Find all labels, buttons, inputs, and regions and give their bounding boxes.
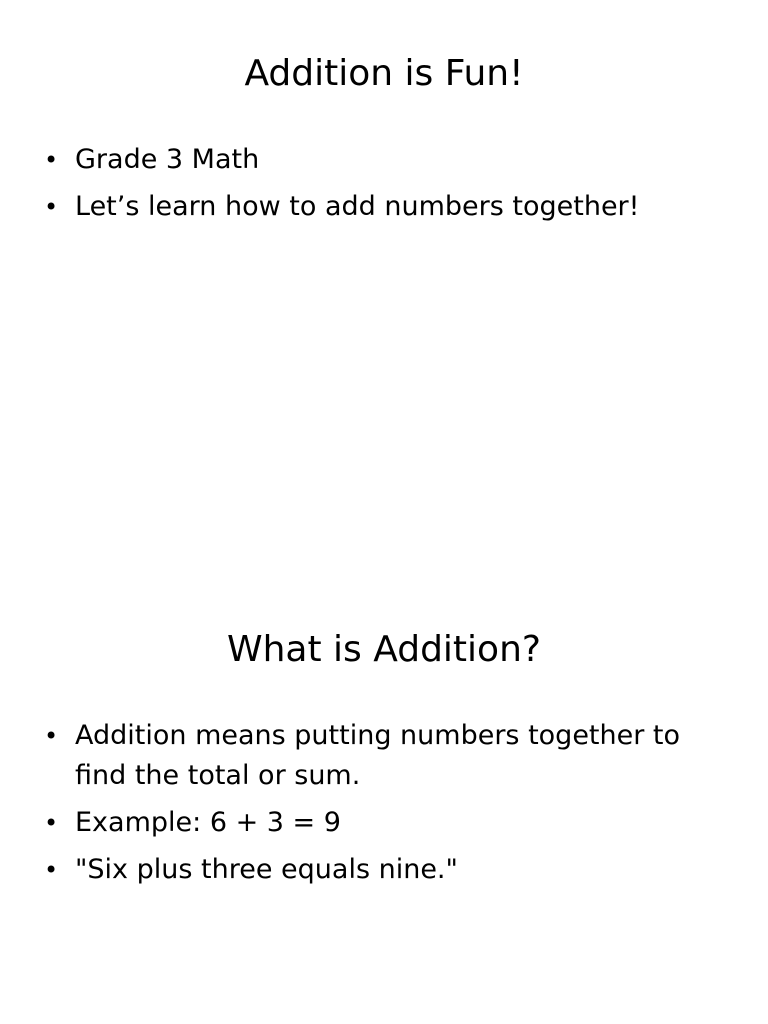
- slide-title: What is Addition?: [227, 629, 541, 670]
- bullet-text: Let’s learn how to add numbers together!: [75, 191, 640, 222]
- bullet-item: [44, 187, 724, 227]
- slide-title: Addition is Fun!: [244, 53, 524, 94]
- bullet-text: Example: 6 + 3 = 9: [75, 807, 341, 838]
- bullet-dot-icon: •: [44, 146, 59, 174]
- slide-2: [0, 576, 768, 1024]
- bullet-dot-icon: •: [44, 809, 59, 837]
- bullet-item: [44, 850, 724, 890]
- bullet-item: [44, 716, 724, 796]
- bullet-item: [44, 140, 724, 180]
- bullet-dot-icon: •: [44, 193, 59, 221]
- bullet-list: [44, 716, 724, 897]
- bullet-list: [44, 140, 724, 234]
- bullet-text: Grade 3 Math: [75, 144, 260, 175]
- bullet-dot-icon: •: [44, 722, 59, 750]
- bullet-text: "Six plus three equals nine.": [75, 854, 458, 885]
- bullet-dot-icon: •: [44, 856, 59, 884]
- bullet-text: Addition means putting numbers together to find the total or sum.: [75, 720, 681, 791]
- bullet-item: [44, 803, 724, 843]
